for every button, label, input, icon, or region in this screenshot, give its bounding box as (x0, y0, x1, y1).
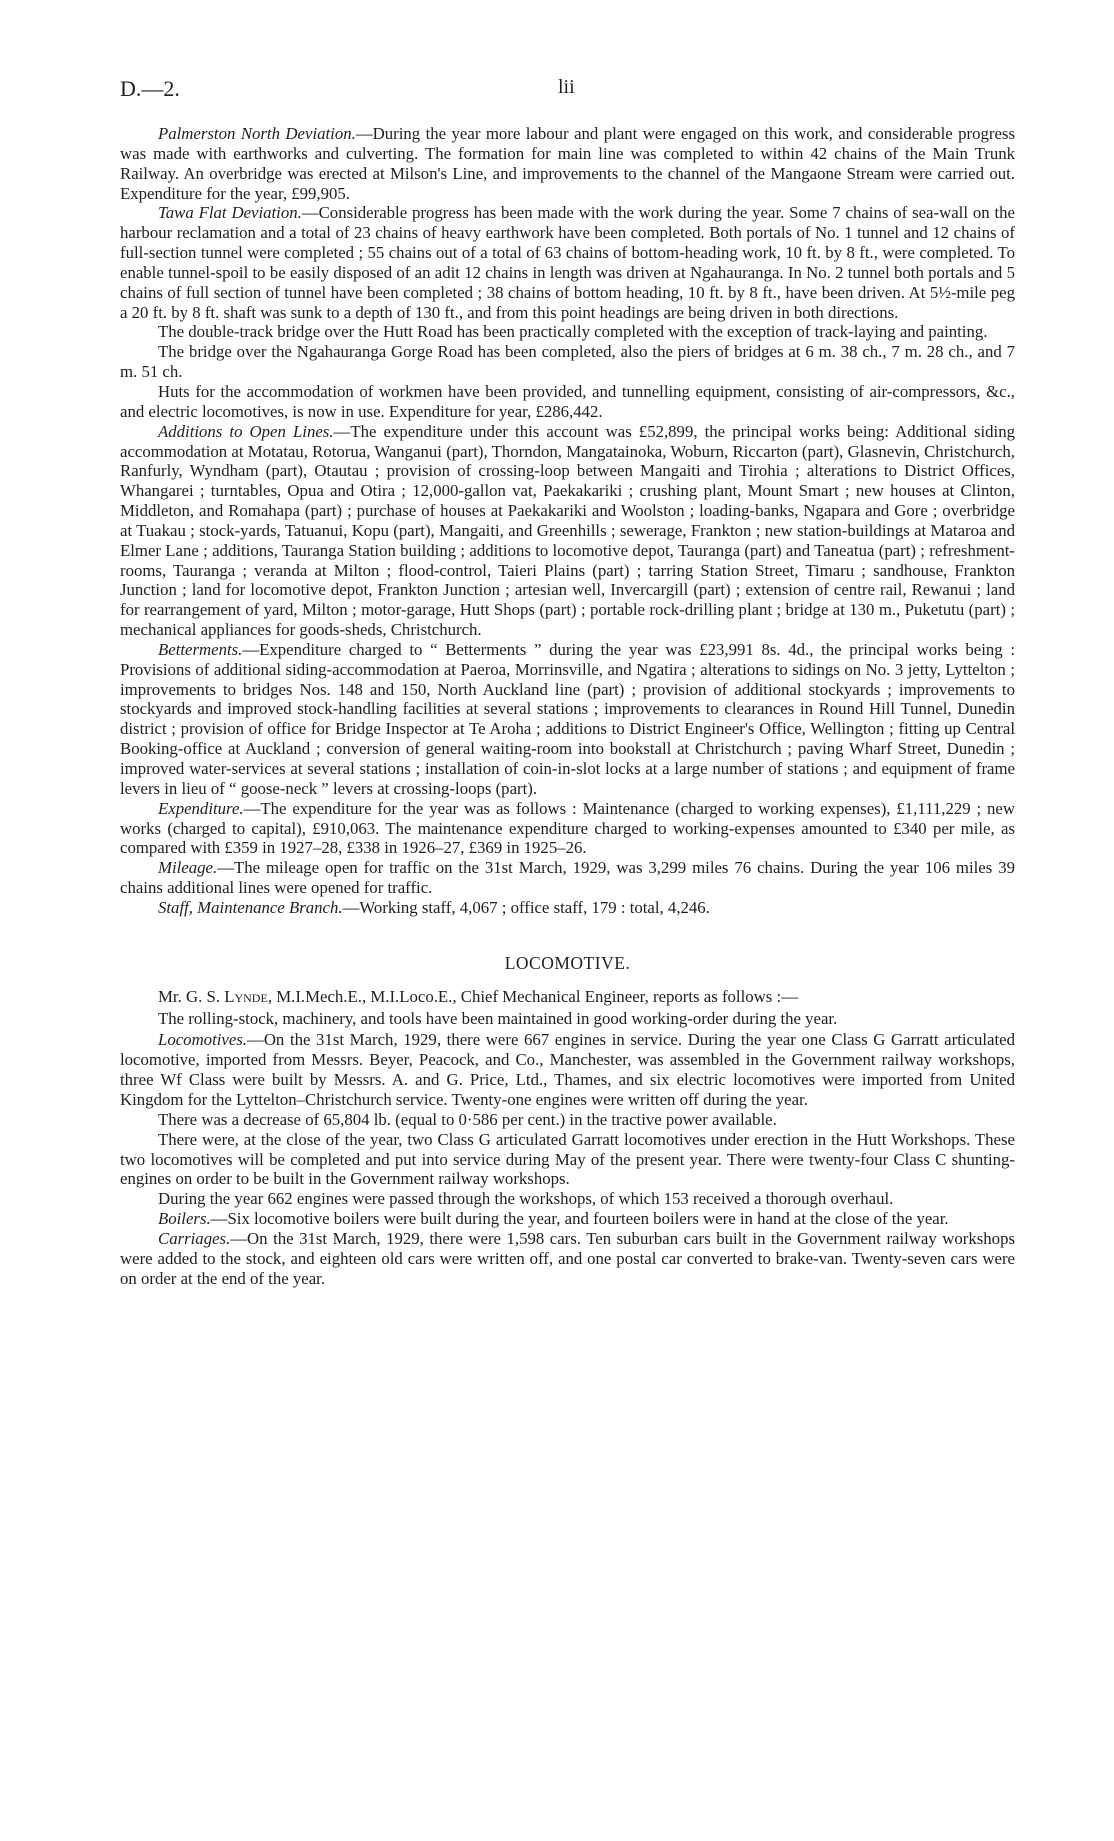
paragraph-garratt-erection (120, 1130, 1015, 1190)
paragraph-heading: Expenditure. (158, 798, 244, 818)
paragraph-locomotives (120, 1030, 1015, 1109)
document-body (120, 124, 1015, 1288)
paragraph-text: —The mileage open for traffic on the 31st March, 1929, was 3,299 miles 76 chains. During the year 106 miles 39 chains additional lines were opened for traffic. (120, 858, 1015, 898)
paragraph-text: —Working staff, 4,067 ; office staff, 179 : total, 4,246. (342, 897, 710, 917)
paragraph-heading: Boilers. (158, 1209, 211, 1229)
paragraph-workmen-huts (120, 382, 1015, 422)
paragraph-text: During the year 662 engines were passed through the workshops, of which 153 received a thorough overhaul. (158, 1189, 894, 1209)
paragraph-boilers (120, 1209, 1015, 1229)
paragraph-text: The bridge over the Ngahauranga Gorge Road has been completed, also the piers of bridges at 6 m. 38 ch., 7 m. 28 ch., and 7 m. 51 ch. (120, 342, 1015, 382)
paragraph-text: —On the 31st March, 1929, there were 667 engines in service. During the year one Class G Garratt articulated locomotive, imported from Messrs. Beyer, Peacock, and Co., Manchester, was assembled in the Government railway workshops, three Wf Class were built by Messrs. A. and G. Price, Ltd., Thames, and six electric locomotives were imported from United Kingdom for the Lyttelton–Christchurch service. Twenty-one engines were written off during the year. (120, 1030, 1015, 1109)
paragraph-tractive-power (120, 1110, 1015, 1130)
paragraph-text: —Six locomotive boilers were built during the year, and fourteen boilers were in hand at the close of the year. (210, 1209, 949, 1229)
paragraph-additions-open-lines (120, 422, 1015, 640)
paragraph-carriages (120, 1229, 1015, 1289)
report-intro (120, 987, 1015, 1007)
paragraph-hutt-road-bridge (120, 322, 1015, 342)
section-title: LOCOMOTIVE. (504, 952, 631, 973)
paragraph-tawa-flat-deviation (120, 203, 1015, 322)
paragraph-text: —The expenditure under this account was £52,899, the principal works being: Additional siding accommodation at Motatau, Rotorua, Wanganui (part), Thorndon, Mangatainoka, Woburn, Riccarton (part), Glasnevin, Christchurch, Ranfurly, Wyndham (part), Otautau ; provision of crossing-loop between Mangaiti and Tirohia ; alterations to District Offices, Whangarei ; turntables, Opua and Otira ; 12,000-gallon vat, Paekakariki ; crushing plant, Mount Smart ; new houses at Clinton, Middleton, and Romahapa (part) ; purchase of houses at Paekakariki and Woolston ; loading-banks, Ngapara and Gore ; overbridge at Tuakau ; stock-yards, Tatuanui, Kopu (part), Mangaiti, and Greenhills ; sewerage, Frankton ; new station-buildings at Mataroa and Elmer Lane ; additions, Tauranga Station building ; additions to locomotive depot, Tauranga (part) and Taneatua (part) ; refreshment-rooms, Tauranga ; veranda at Milton ; flood-control, Taieri Plains (part) ; tarring Station Street, Timaru ; sandhouse, Frankton Junction ; land for locomotive depot, Frankton Junction ; artesian well, Invercargill (part) ; extension of centre rail, Rewanui ; land for rearrangement of yard, Milton ; motor-garage, Hutt Shops (part) ; portable rock-drilling plant ; bridge at 130 m., Puketutu (part) ; mechanical appliances for goods-sheds, Christchurch. (120, 421, 1015, 640)
paragraph-text: The rolling-stock, machinery, and tools have been maintained in good working-order during the year. (158, 1008, 838, 1028)
locomotive-section (120, 952, 1015, 1289)
paragraph-heading: Tawa Flat Deviation. (158, 203, 302, 223)
paragraph-heading: Mileage. (158, 858, 218, 878)
paragraph-text: There was a decrease of 65,804 lb. (equal to 0·586 per cent.) in the tractive power available. (158, 1109, 777, 1129)
paragraph-betterments (120, 640, 1015, 799)
engineer-name: Lynde (224, 986, 268, 1006)
page-header (120, 76, 1015, 106)
page-number: lii (558, 76, 575, 98)
paragraph-text: —Considerable progress has been made with the work during the year. Some 7 chains of sea-wall on the harbour reclamation and a total of 23 chains of heavy earthwork have been completed. Both portals of No. 1 tunnel and 12 chains of full-section tunnel were completed ; 55 chains out of a total of 63 chains of bottom-heading work, 10 ft. by 8 ft., were completed. To enable tunnel-spoil to be easily disposed of an adit 12 chains in length was driven at Ngahauranga. In No. 2 tunnel both portals and 5 chains of full section of tunnel have been completed ; 38 chains of bottom heading, 10 ft. by 8 ft., have been driven. At 5½-mile peg a 20 ft. by 8 ft. shaft was sunk to a depth of 130 ft., and from this point headings are being driven in both directions. (120, 203, 1015, 322)
paragraph-heading: Carriages. (158, 1228, 231, 1248)
paragraph-text: The double-track bridge over the Hutt Road has been practically completed with the exception of track-laying and painting. (158, 322, 988, 342)
paragraph-heading: Betterments. (158, 639, 243, 659)
paragraph-palmerston-north-deviation (120, 124, 1015, 203)
paragraph-ngahauranga-bridge (120, 342, 1015, 382)
paragraph-heading: Additions to Open Lines. (158, 421, 334, 441)
paragraph-text: —During the year more labour and plant were engaged on this work, and considerable progress was made with earthworks and culverting. The formation for main line was completed to within 42 chains of the Main Trunk Railway. An overbridge was erected at Milson's Line, and improvements to the channel of the Mangaone Stream were carried out. Expenditure for the year, £99,905. (120, 124, 1015, 203)
paragraph-text: There were, at the close of the year, two Class G articulated Garratt locomotives under erection in the Hutt Workshops. These two locomotives will be completed and put into service during May of the present year. There were twenty-four Class C shunting-engines on order to be built in the Government railway workshops. (120, 1129, 1015, 1189)
paragraph-rolling-stock (120, 1009, 1015, 1029)
paragraph-text: Huts for the accommodation of workmen have been provided, and tunnelling equipment, consisting of air-compressors, &c., and electric locomotives, is now in use. Expenditure for year, £286,442. (120, 381, 1015, 421)
paragraph-text: —The expenditure for the year was as follows : Maintenance (charged to working expenses), £1,111,229 ; new works (charged to capital), £910,063. The maintenance expenditure charged to working-expenses amounted to £340 per mile, as compared with £359 in 1927–28, £338 in 1926–27, £369 in 1925–26. (120, 798, 1015, 858)
paragraph-text: —On the 31st March, 1929, there were 1,598 cars. Ten suburban cars built in the Government railway workshops were added to the stock, and eighteen old cars were written off, and one postal car converted to brake-van. Twenty-seven cars were on order at the end of the year. (120, 1228, 1015, 1288)
intro-suffix: , M.I.Mech.E., M.I.Loco.E., Chief Mechanical Engineer, reports as follows :— (267, 986, 798, 1006)
paragraph-staff-maintenance (120, 898, 1015, 918)
paragraph-expenditure (120, 799, 1015, 859)
document-reference: D.—2. (120, 76, 180, 101)
paragraph-mileage (120, 858, 1015, 898)
ways-works-section (120, 124, 1015, 918)
paragraph-heading: Locomotives. (158, 1030, 248, 1050)
paragraph-heading: Palmerston North Deviation. (158, 124, 356, 143)
paragraph-heading: Staff, Maintenance Branch. (158, 897, 343, 917)
paragraph-text: —Expenditure charged to “ Betterments ” during the year was £23,991 8s. 4d., the principal works being : Provisions of additional siding-accommodation at Paeroa, Morrinsville, and Ngatira ; alterations to sidings on No. 3 jetty, Lyttelton ; improvements to bridges Nos. 148 and 150, North Auckland line (part) ; provision of additional stockyards ; improvements to stockyards and improved stock-handling facilities at several stations ; improvements to clearances in Round Hill Tunnel, Dunedin district ; provision of office for Bridge Inspector at Te Aroha ; additions to District Engineer's Office, Wellington ; fitting up Central Booking-office at Auckland ; conversion of general waiting-room into bookstall at Christchurch ; paving Wharf Street, Dunedin ; improved water-services at several stations ; installation of coin-in-slot locks at a large number of stations ; and equipment of frame levers in lieu of “ goose-neck ” levers at crossing-loops (part). (120, 639, 1015, 798)
paragraph-workshops-overhaul (120, 1189, 1015, 1209)
intro-prefix: Mr. G. S. (158, 986, 225, 1006)
